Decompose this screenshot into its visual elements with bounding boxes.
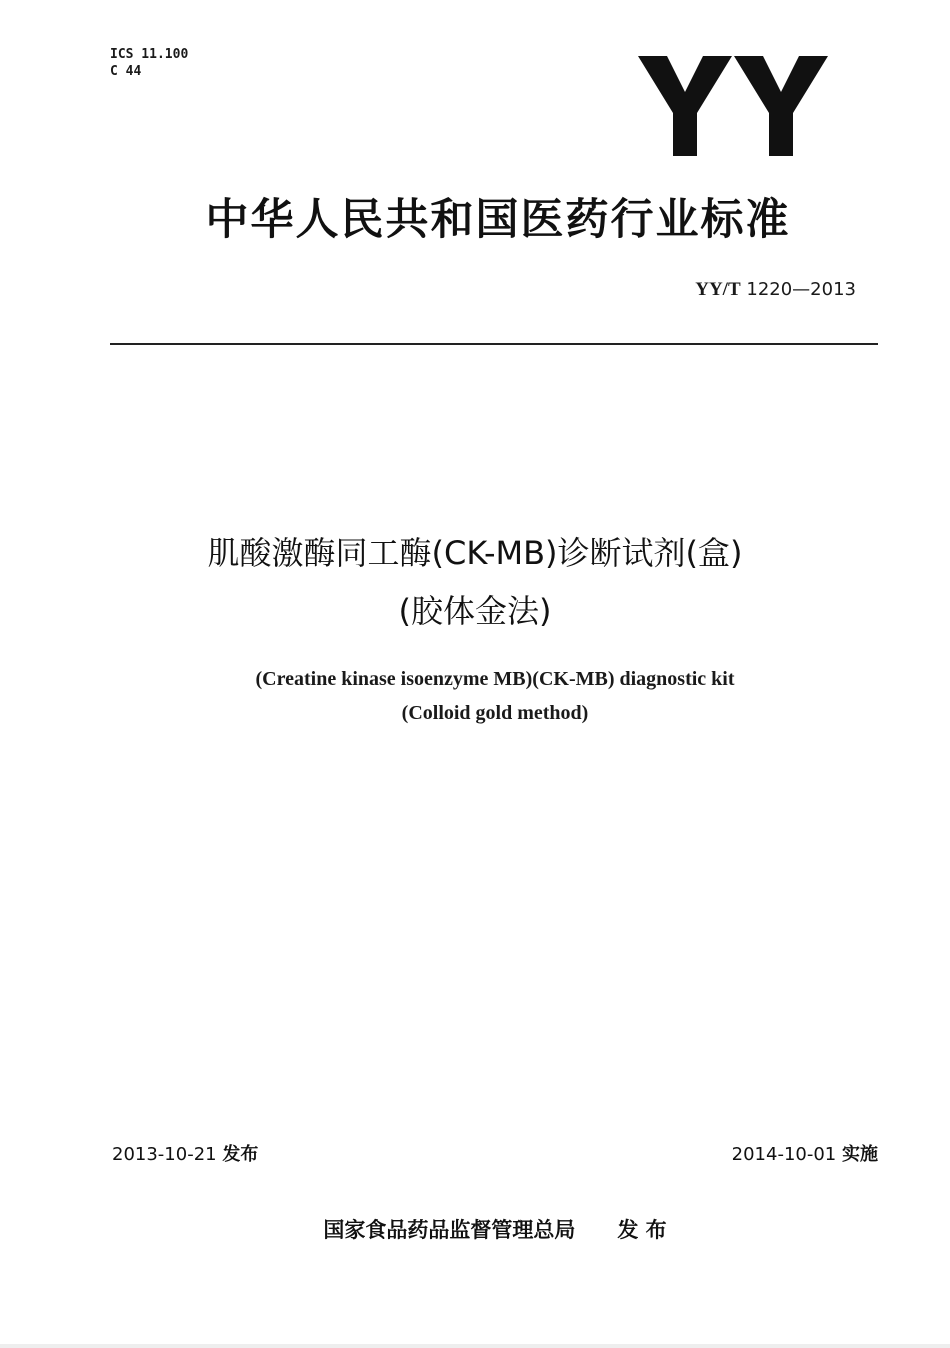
publisher-action: 发 布 [617,1218,667,1242]
implement-date-block [732,1140,878,1166]
standard-number-prefix: YY/T [695,279,741,300]
issue-date: 2013-10-21 [112,1144,217,1165]
header-divider [110,343,878,345]
page-bottom-edge [0,1344,950,1348]
issue-label: 发布 [222,1144,259,1165]
publisher-line [0,1214,950,1244]
standard-category-title: 中华人民共和国医药行业标准 [205,195,791,245]
ics-code: ICS 11.100 [110,47,189,62]
chinese-title-line-1: 肌酸激酶同工酶(CK-MB)诊断试剂(盒) [207,534,743,572]
standard-number [695,279,856,301]
implement-date: 2014-10-01 [731,1144,837,1165]
classification-codes [110,46,188,80]
issue-date-block [112,1140,258,1166]
chinese-title-line-2: (胶体金法) [398,592,552,630]
publisher-name: 国家食品药品监督管理总局 [323,1218,576,1242]
english-title-line-1: (Creatine kinase isoenzyme MB)(CK-MB) diagnostic kit [255,668,735,690]
ccs-code: C 44 [110,64,142,79]
yy-logo [638,52,828,160]
standard-number-value: 1220—2013 [746,279,856,300]
implement-label: 实施 [842,1144,878,1165]
english-title-line-2: (Colloid gold method) [401,702,589,724]
